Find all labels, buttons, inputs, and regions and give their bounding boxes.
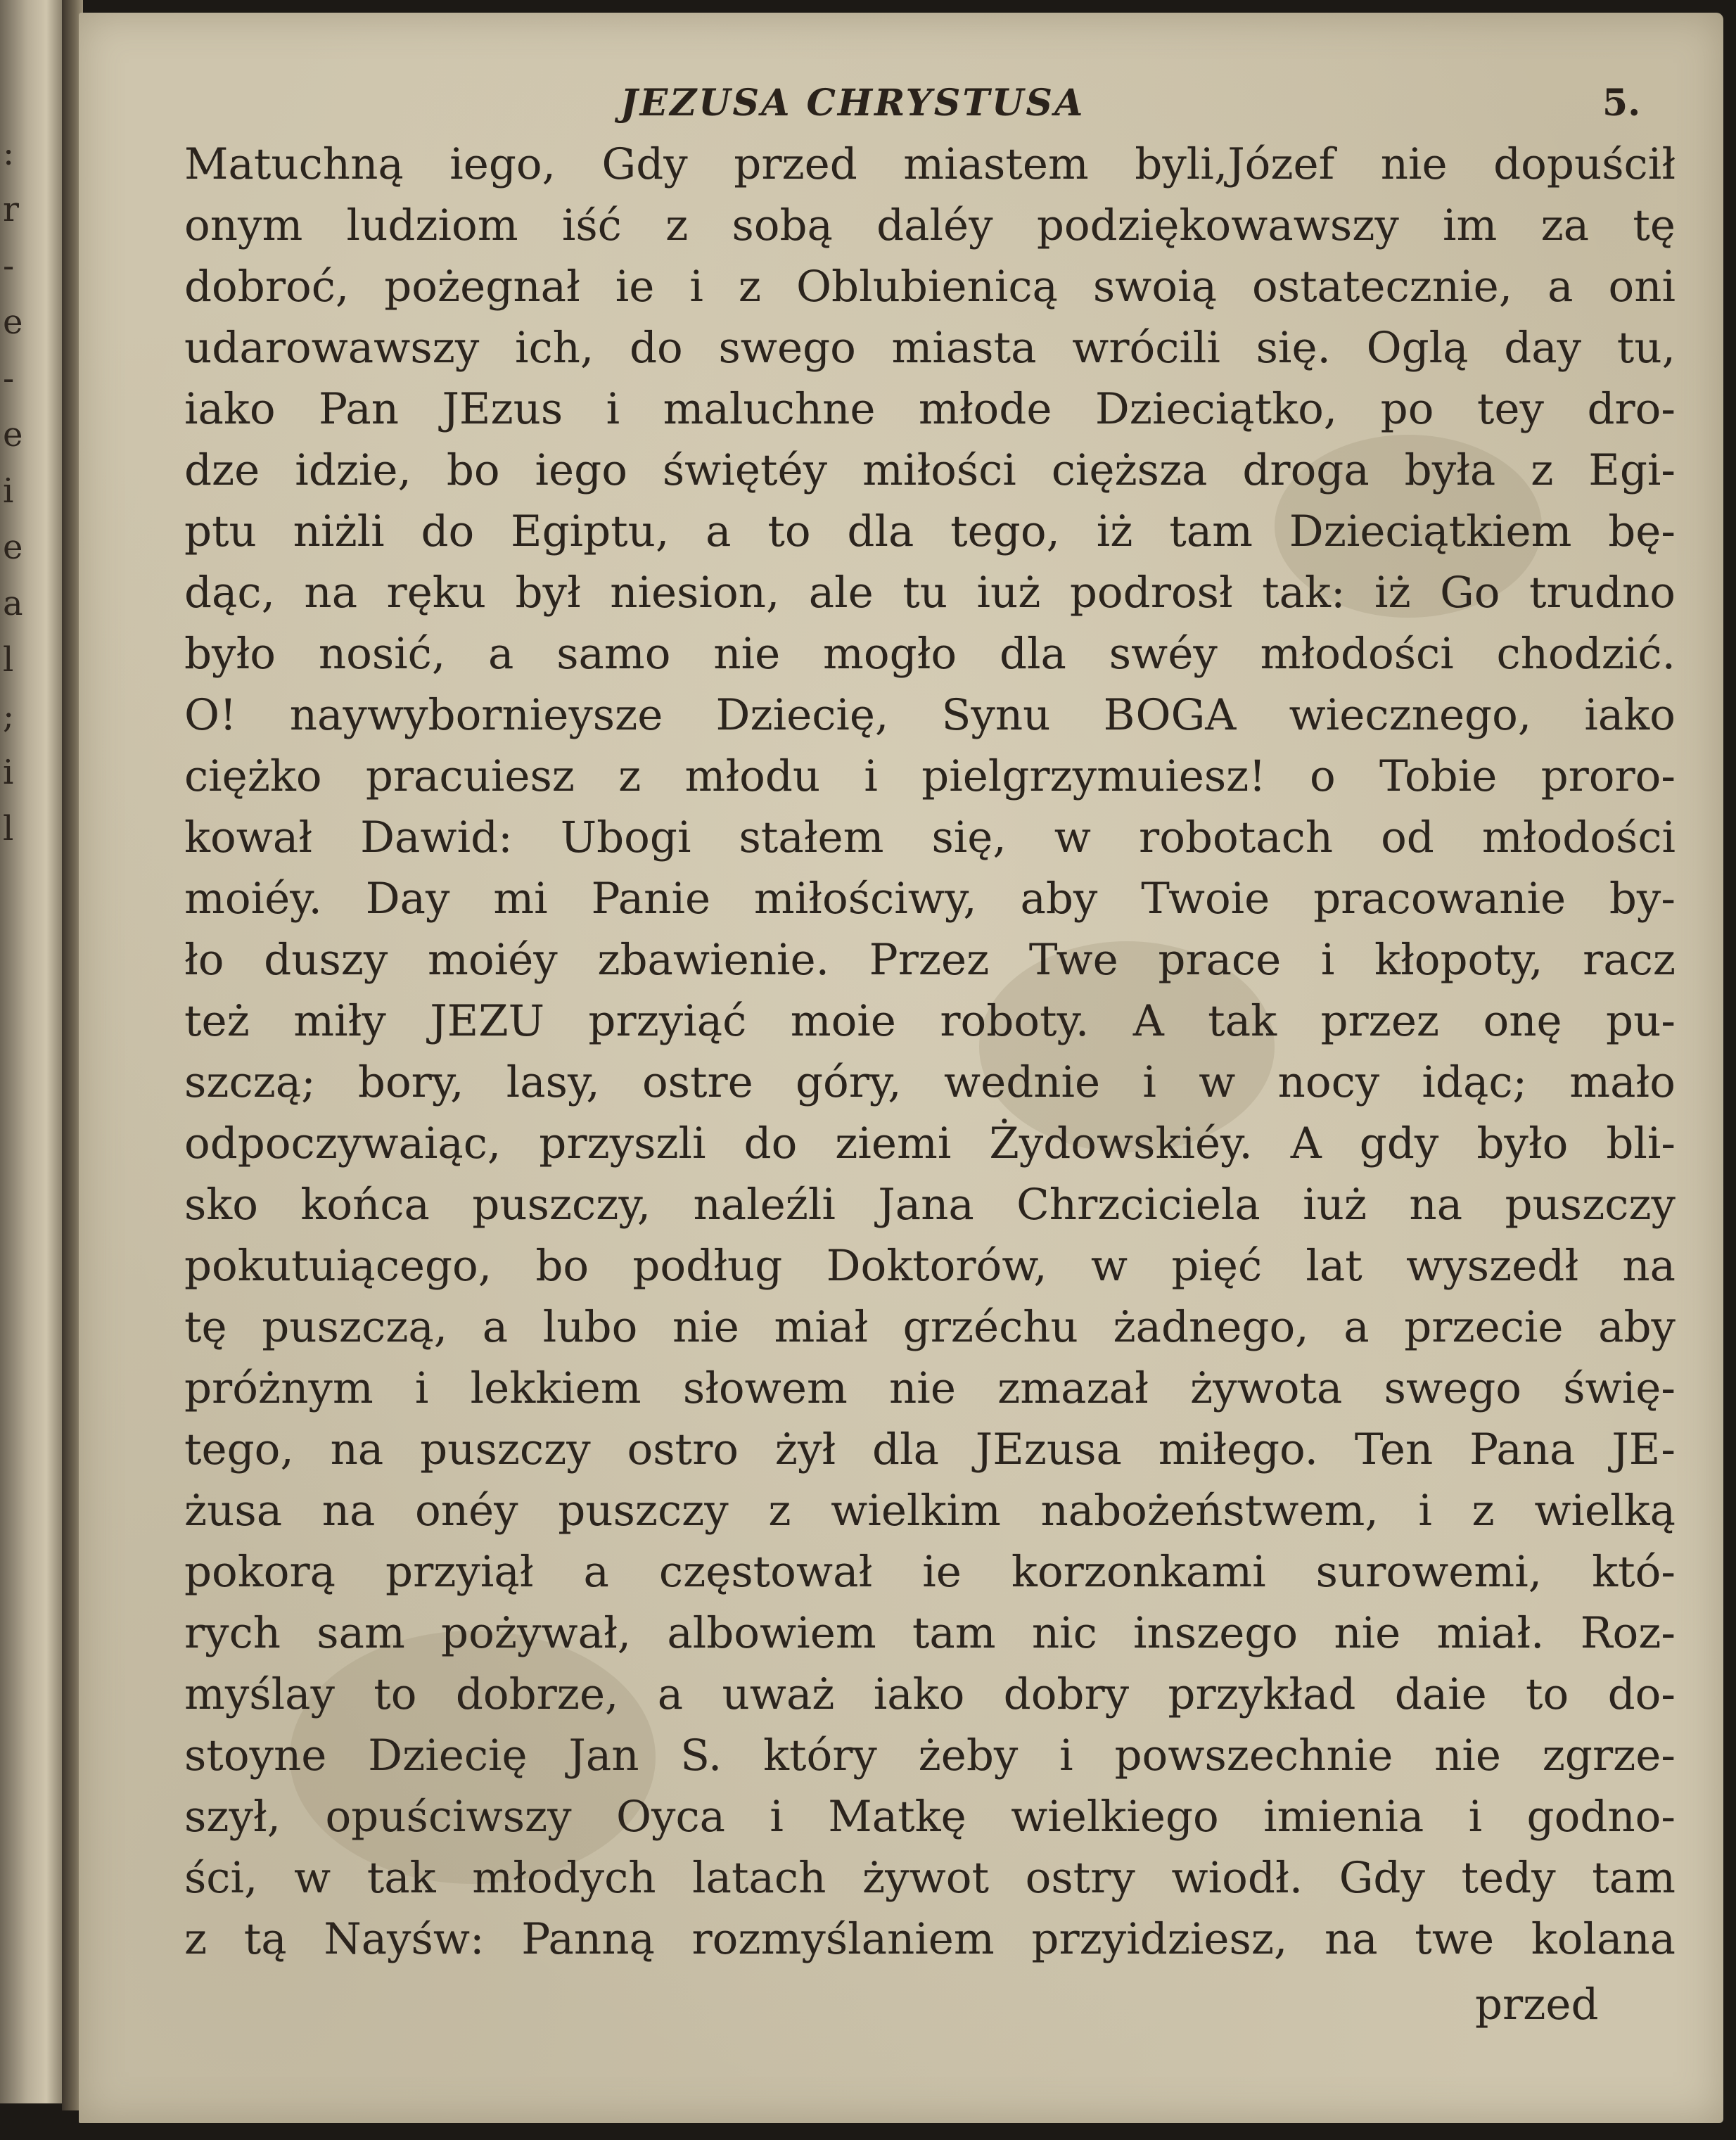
text-line: myślay to dobrze, a uważ iako dobry przykład daie to do- [184, 1669, 1676, 1719]
margin-glyph: a [3, 584, 23, 623]
catchword: przed [1475, 1980, 1599, 2030]
text-line: kował Dawid: Ubogi stałem się, w robotach od młodości [184, 813, 1676, 862]
adjacent-page-fragments [3, 134, 31, 865]
text-line: dobroć, pożegnał ie i z Oblubienicą swoią ostatecznie, a oni [184, 262, 1676, 312]
text-line: onym ludziom iść z sobą daléy podziękowawszy im za tę [184, 200, 1676, 250]
text-line: udarowawszy ich, do swego miasta wrócili się. Oglą day tu, [184, 323, 1676, 373]
margin-glyph: ; [3, 696, 15, 736]
text-line: pokutuiącego, bo podług Doktorów, w pięć lat wyszedł na [184, 1241, 1676, 1291]
text-line: żusa na onéy puszczy z wielkim nabożeństwem, i z wielką [184, 1486, 1676, 1536]
text-line: dąc, na ręku był niesion, ale tu iuż podrosł tak: iż Go trudno [184, 568, 1676, 618]
margin-glyph: - [3, 246, 15, 286]
text-line: ciężko pracuiesz z młodu i pielgrzymuiesz! o Tobie proro- [184, 751, 1676, 801]
text-line: ło duszy moiéy zbawienie. Przez Twe prace i kłopoty, racz [184, 935, 1676, 985]
text-line: pokorą przyiął a częstował ie korzonkami surowemi, któ- [184, 1547, 1676, 1597]
text-line: iako Pan JEzus i maluchne młode Dzieciątko, po tey dro- [184, 384, 1676, 434]
text-line: dze idzie, bo iego świętéy miłości cięższa droga była z Egi- [184, 445, 1676, 495]
text-line: szył, opuściwszy Oyca i Matkę wielkiego imienia i godno- [184, 1792, 1676, 1842]
text-line: tę puszczą, a lubo nie miał grzéchu żadnego, a przecie aby [184, 1302, 1676, 1352]
text-line: O! naywybornieysze Dziecię, Synu BOGA wiecznego, iako [184, 690, 1676, 740]
text-line: było nosić, a samo nie mogło dla swéy młodości chodzić. [184, 629, 1676, 679]
margin-glyph: l [3, 640, 14, 680]
text-line: szczą; bory, lasy, ostre góry, wednie i w nocy idąc; mało [184, 1057, 1676, 1107]
margin-glyph: - [3, 359, 15, 398]
margin-glyph: l [3, 809, 14, 848]
margin-glyph: r [3, 190, 19, 229]
page-number: 5. [1602, 82, 1641, 125]
body-text [184, 134, 1676, 1970]
adjacent-page-edge [0, 0, 62, 2103]
text-line: ptu niżli do Egiptu, a to dla tego, iż tam Dzieciątkiem bę- [184, 507, 1676, 556]
text-line: rych sam pożywał, albowiem tam nic inszego nie miał. Roz- [184, 1608, 1676, 1658]
text-line: też miły JEZU przyiąć moie roboty. A tak przez onę pu- [184, 996, 1676, 1046]
text-line: odpoczywaiąc, przyszli do ziemi Żydowskiéy. A gdy było bli- [184, 1119, 1676, 1168]
book-page [79, 13, 1723, 2123]
text-line: tego, na puszczy ostro żył dla JEzusa miłego. Ten Pana JE- [184, 1425, 1676, 1475]
text-line: moiéy. Day mi Panie miłościwy, aby Twoie pracowanie by- [184, 874, 1676, 924]
margin-glyph: e [3, 528, 23, 567]
margin-glyph: e [3, 302, 23, 342]
text-line: stoyne Dziecię Jan S. który żeby i powszechnie nie zgrze- [184, 1731, 1676, 1781]
margin-glyph: : [3, 134, 15, 173]
text-line: sko końca puszczy, naleźli Jana Chrzciciela iuż na puszczy [184, 1180, 1676, 1230]
running-title: JEZUSA CHRYSTUSA [620, 82, 1085, 125]
margin-glyph: i [3, 471, 14, 511]
margin-glyph: i [3, 753, 14, 792]
text-line: ści, w tak młodych latach żywot ostry wiodł. Gdy tedy tam [184, 1853, 1676, 1903]
margin-glyph: e [3, 415, 23, 454]
text-line: Matuchną iego, Gdy przed miastem byli,Józef nie dopuścił [184, 139, 1676, 189]
text-line: próżnym i lekkiem słowem nie zmazał żywota swego świę- [184, 1363, 1676, 1413]
text-line: z tą Nayśw: Panną rozmyślaniem przyidziesz, na twe kolana [184, 1914, 1676, 1964]
